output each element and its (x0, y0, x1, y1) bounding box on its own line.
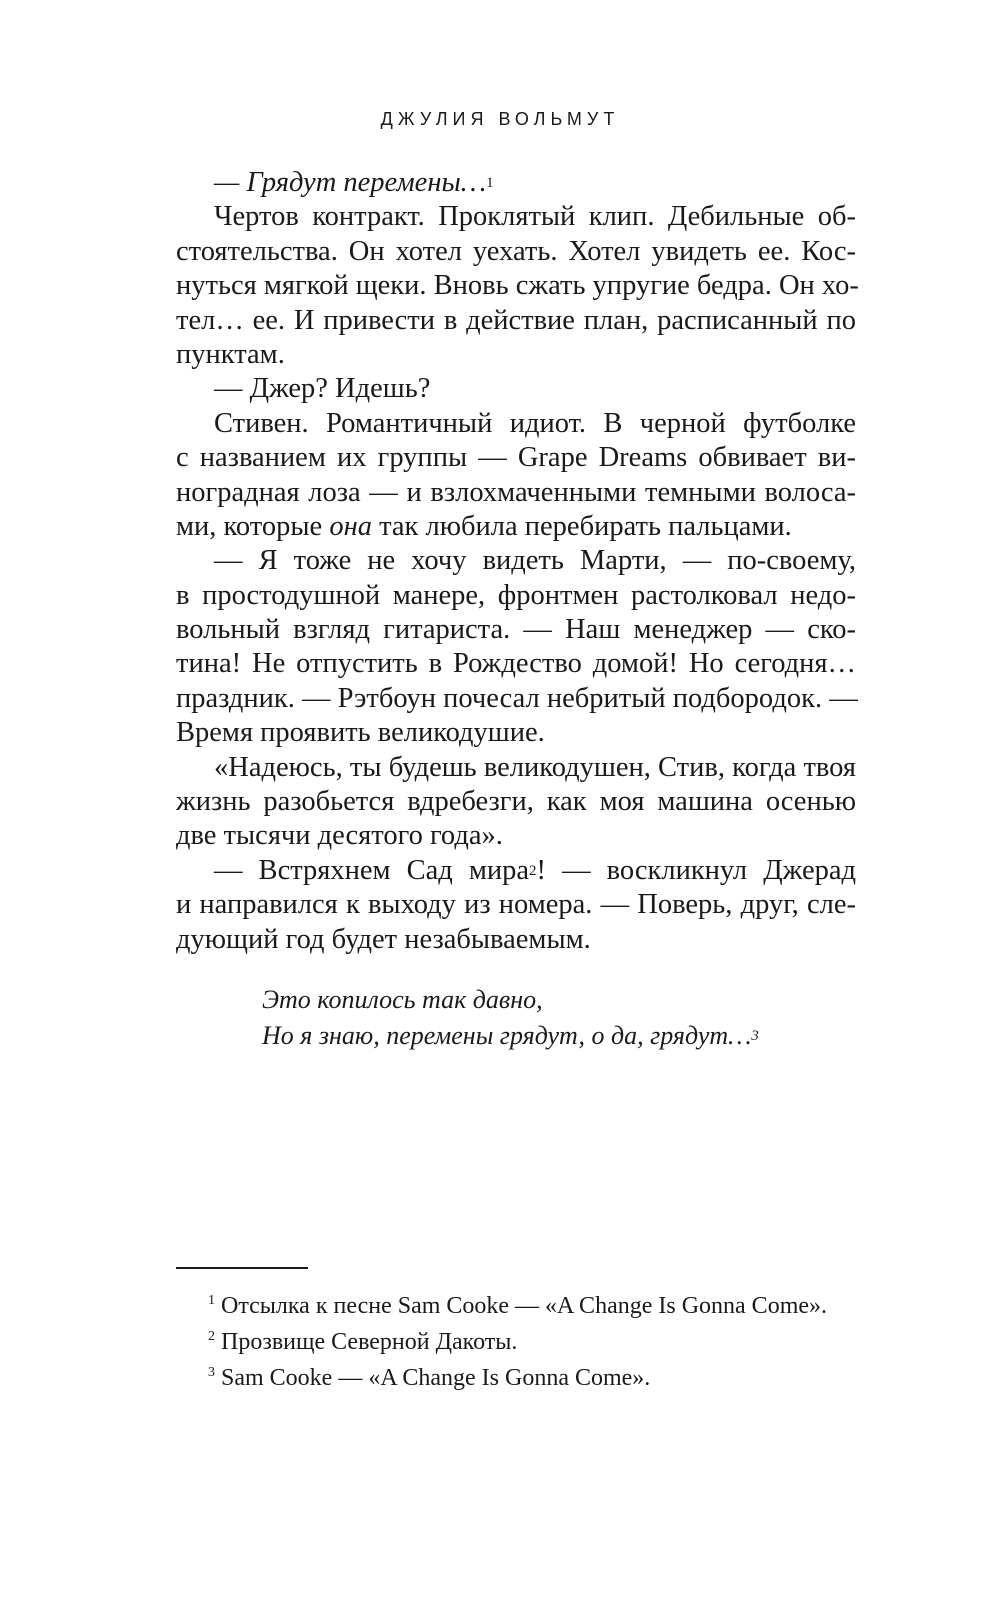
text-line: — Я тоже не хочу видеть Марти, — по-своему, (214, 545, 856, 577)
text-line: и направился к выходу из номера. — Поверь, друг, сле- (176, 889, 856, 921)
text-line: вольный взгляд гитариста. — Наш менеджер — ско- (176, 614, 856, 646)
text-line: Стивен. Романтичный идиот. В черной футболке (214, 407, 856, 439)
running-head: ДЖУЛИЯ ВОЛЬМУТ (380, 109, 620, 129)
text-line: нуться мягкой щеки. Вновь сжать упругие бедра. Он хо- (176, 270, 859, 302)
footnote-text: Отсылка к песне Sam Cooke — «A Change Is Gonna Come». (221, 1293, 828, 1319)
text-line: с названием их группы — Grape Dreams обвивает ви- (176, 442, 856, 474)
epigraph-line (262, 1018, 862, 1054)
footnote-number: 3 (208, 1365, 215, 1380)
text-line: тел… ее. И привести в действие план, расписанный по (176, 304, 856, 336)
text-line: пунктам. (176, 338, 285, 370)
text-line: дующий год будет незабываемым. (176, 923, 591, 955)
footnote (208, 1288, 908, 1324)
text-line: тина! Не отпустить в Рождество домой! Но сегодня… (176, 648, 856, 680)
footnote (208, 1360, 908, 1396)
text-line: в простодушной манере, фронтмен растолковал недо- (176, 579, 856, 611)
text-line: жизнь разобьется вдребезги, как моя машина осенью (176, 786, 856, 818)
footnote-ref[interactable]: 2 (529, 862, 537, 879)
text-fragment: так любила перебирать пальцами. (371, 510, 792, 542)
text-line: Время проявить великодушие. (176, 717, 545, 749)
italic-word: она (329, 510, 372, 542)
text-line: праздник. — Рэтбоун почесал небритый подбородок. — (176, 682, 858, 714)
footnote-text: Прозвище Северной Дакоты. (221, 1329, 518, 1355)
footnote-text: Sam Cooke — «A Change Is Gonna Come». (221, 1365, 651, 1391)
text-line (176, 510, 856, 544)
text-line: «Надеюсь, ты будешь великодушен, Стив, когда твоя (214, 751, 856, 783)
text-line: стоятельства. Он хотел уехать. Хотел увидеть ее. Кос- (176, 235, 856, 267)
text-line: — Джер? Идешь? (214, 373, 431, 405)
text-line: Чертов контракт. Проклятый клип. Дебильные об- (214, 201, 856, 233)
text-line: две тысячи десятого года». (176, 820, 503, 852)
text-line (176, 854, 856, 888)
footnote-ref[interactable]: 1 (486, 175, 494, 191)
text-fragment: ! — воскликнул Джерад (536, 854, 857, 886)
main-text (176, 166, 859, 957)
song-epigraph (262, 982, 862, 1054)
italic-phrase: — Грядут перемены… (214, 167, 487, 198)
footnote-number: 1 (208, 1293, 215, 1308)
text-line (176, 166, 856, 200)
footnote (208, 1324, 908, 1360)
footnote-number: 2 (208, 1329, 215, 1344)
epigraph-line: Это копилось так давно, (262, 985, 543, 1014)
epigraph-text: Но я знаю, перемены грядут, о да, грядут… (262, 1021, 752, 1050)
footnote-divider (176, 1267, 308, 1269)
text-fragment: ми, которые (176, 510, 330, 542)
footnote-ref[interactable]: 3 (751, 1028, 759, 1044)
text-line: ноградная лоза — и взлохмаченными темными волоса- (176, 476, 856, 508)
footnotes (208, 1288, 908, 1396)
text-fragment: — Встряхнем Сад мира (214, 854, 530, 886)
